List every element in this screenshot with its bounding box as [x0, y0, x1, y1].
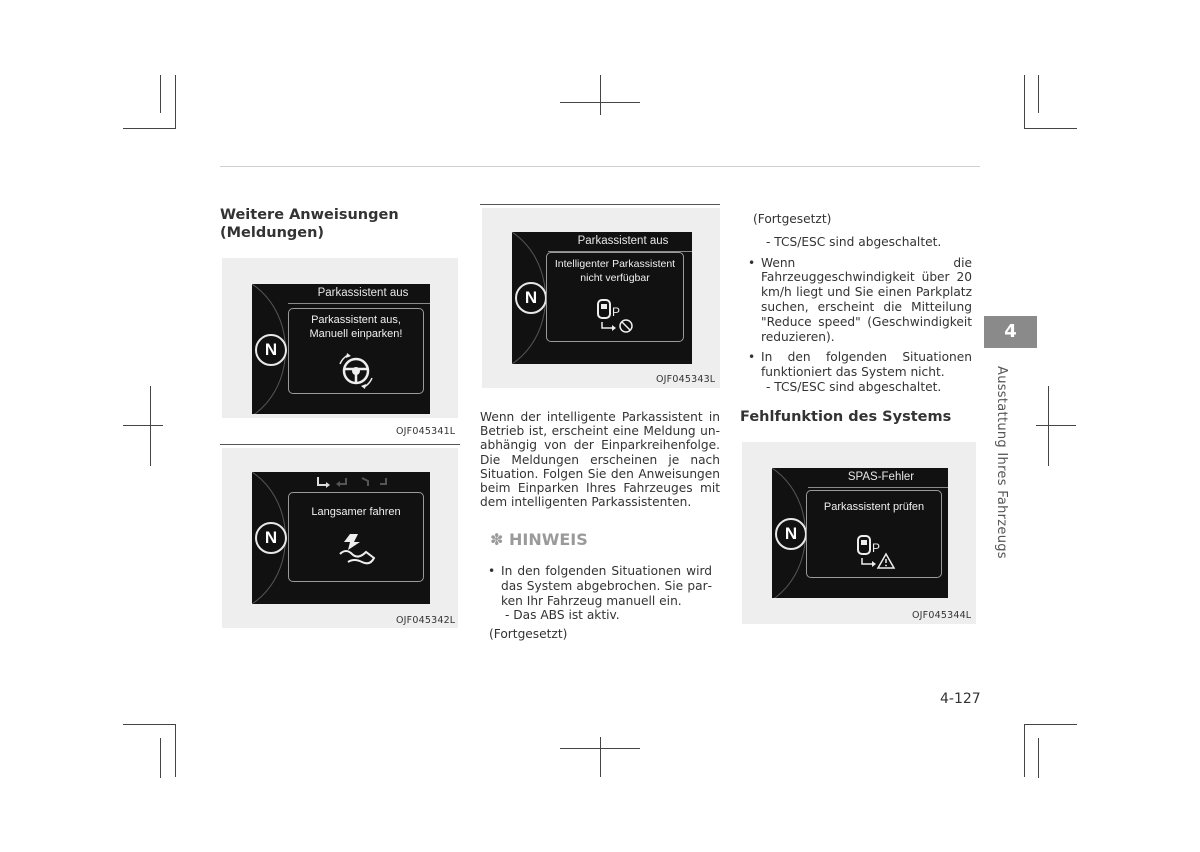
bullet-icon: • [488, 564, 496, 578]
section-heading: Fehlfunktion des Systems [740, 409, 952, 425]
cluster-screen [252, 472, 430, 604]
figure-3 [482, 208, 720, 388]
register-mark [600, 75, 601, 115]
screen-divider [288, 303, 430, 304]
register-mark [123, 425, 163, 426]
screen-title: Parkassistent aus [317, 287, 409, 299]
crop-mark [175, 724, 176, 777]
chapter-tab: 4 [984, 316, 1037, 348]
cluster-screen [512, 232, 692, 364]
gear-indicator: N [255, 522, 287, 554]
gear-indicator: N [515, 282, 547, 314]
crop-mark [160, 738, 161, 778]
screen-title: SPAS-Fehler [847, 471, 915, 483]
crop-mark [1024, 724, 1025, 777]
note-heading [490, 530, 588, 549]
bullet-text: In den folgenden Situationen funktioniert das System nicht. [761, 350, 972, 380]
sub-item: - TCS/ESC sind abgeschaltet. [766, 379, 942, 394]
register-mark [1048, 386, 1049, 466]
column-rule [220, 444, 460, 445]
list-item [748, 350, 972, 380]
sub-item: - Das ABS ist aktiv. [505, 608, 620, 623]
message-text: Parkassistent aus, Manuell einparken! [309, 314, 403, 340]
message-text: Parkassistent prüfen [823, 501, 925, 513]
chapter-title: Ausstattung Ihres Fahrzeugs [994, 366, 1009, 559]
note-symbol: ✽ [490, 530, 504, 549]
page-number: 4-127 [940, 691, 981, 707]
register-mark [150, 386, 151, 466]
message-text: Langsamer fahren [311, 506, 401, 518]
list-item [488, 564, 712, 608]
parking-unavailable-icon [592, 294, 642, 334]
bullet-icon: • [748, 350, 756, 365]
screen-divider [808, 487, 948, 488]
crop-mark [1024, 75, 1025, 128]
crop-mark [123, 724, 176, 725]
figure-caption: OJF045342L [396, 615, 456, 626]
figure-caption: OJF045344L [912, 610, 972, 621]
svg-text:P: P [612, 305, 621, 319]
figure-2 [222, 448, 458, 628]
gear-indicator: N [255, 334, 287, 366]
register-mark [1036, 425, 1076, 426]
bullet-icon: • [748, 255, 756, 270]
crop-mark [123, 128, 176, 129]
section-heading: Weitere Anweisungen (Meldungen) [220, 207, 399, 241]
message-text: Intelligenter Parkassistent nicht verfügbar [554, 258, 676, 284]
figure-caption: OJF045343L [656, 374, 716, 385]
note-list-continued [748, 212, 972, 395]
steering-wheel-icon [334, 352, 380, 390]
note-list [488, 564, 712, 642]
continued-label: (Fortgesetzt) [489, 627, 568, 642]
svg-text:P: P [872, 541, 881, 555]
parking-sequence-icons [316, 475, 396, 489]
crop-mark [160, 75, 161, 113]
crop-mark [175, 75, 176, 128]
parking-warning-icon [852, 530, 902, 570]
continued-label: (Fortgesetzt) [753, 212, 832, 226]
screen-title: Parkassistent aus [577, 235, 669, 247]
note-title: HINWEIS [508, 530, 588, 549]
crop-mark [1024, 724, 1077, 725]
bullet-text: Wenn die Fahrzeuggeschwindigkeit über 20 km/h liegt und Sie einen Parkplatz suchen, erscheint die Mitteilung "Reduce speed" (Geschwindigkeit reduzieren). [761, 255, 972, 344]
gear-indicator: N [775, 518, 807, 550]
figure-4 [742, 442, 976, 624]
crop-mark [1038, 75, 1039, 113]
crop-mark [1024, 128, 1077, 129]
cluster-screen [252, 284, 430, 414]
column-rule [480, 204, 720, 205]
slow-down-icon [336, 532, 380, 568]
list-item [748, 256, 972, 345]
bullet-text: In den folgenden Situationen wird das System abgebrochen. Sie parken Ihr Fahrzeug manuell ein. [501, 564, 712, 608]
body-paragraph: Wenn der intelligente Parkassistent in Betrieb ist, erscheint eine Meldung unabhängig von der Einparkreihenfolge. Die Meldungen erscheinen je nach Situation. Folgen Sie den Anweisungen beim Einparken Ihres Fahrzeuges mit dem intelligenten Parkassistenten. [480, 410, 720, 510]
figure-1 [222, 258, 458, 418]
crop-mark [1038, 738, 1039, 778]
cluster-screen [772, 468, 948, 598]
register-mark [600, 737, 601, 777]
sub-item: - TCS/ESC sind abgeschaltet. [766, 234, 942, 249]
figure-caption: OJF045341L [396, 426, 456, 437]
header-rule [220, 166, 980, 167]
